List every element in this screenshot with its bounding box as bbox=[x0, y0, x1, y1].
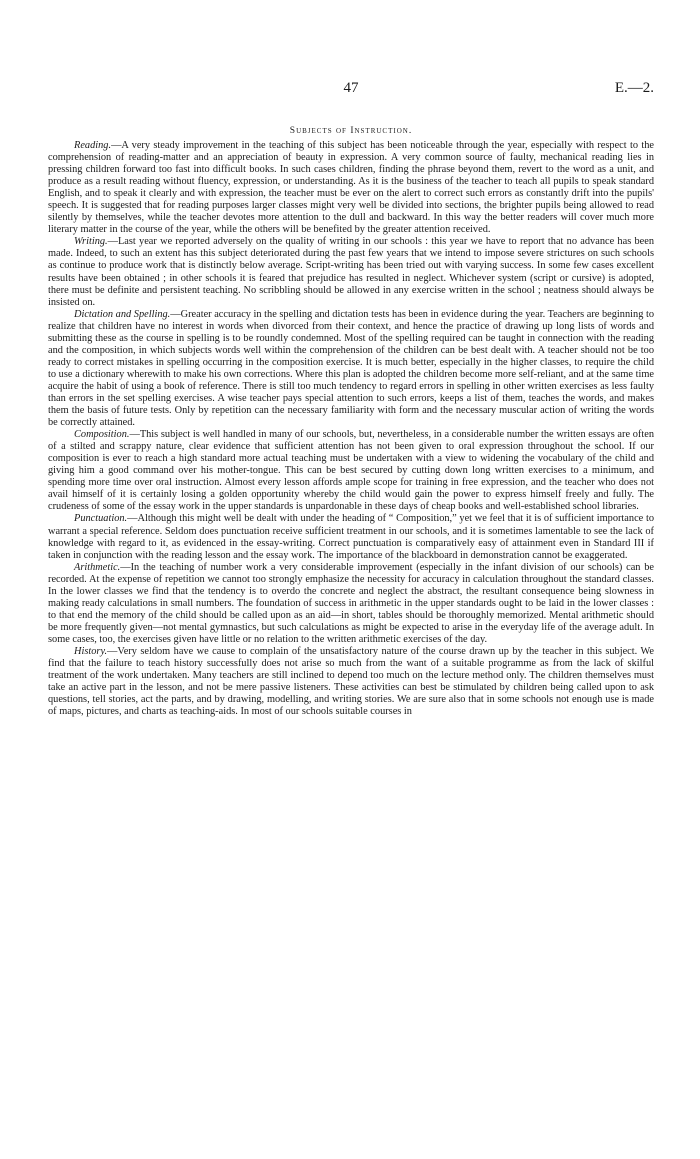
paragraph-writing bbox=[48, 236, 654, 308]
page-header bbox=[48, 80, 654, 102]
paragraph-heading: Punctuation. bbox=[74, 513, 128, 525]
page-number: 47 bbox=[343, 80, 359, 96]
paragraph-heading: Writing. bbox=[74, 236, 108, 248]
paragraph-text: —In the teaching of number work a very considerable improvement (especially in the infant division of our schools) can be recorded. At the expense of repetition we cannot too strongly emphasize the necessity for accuracy in calculation throughout the standard classes. In the lower classes we find that the tendency is to overdo the concrete and neglect the abstract, the resultant consequence being slowness in making ready calculations in small numbers. The foundation of success in arithmetic in the upper standards ought to be laid in the lower classes : to that end the memory of the child should be called upon as an aid—in short, tables should be thoroughly memorized. Mental arithmetic should be more frequently given—not mental gymnastics, but such calculations as might be expected to arise in the everyday life of the average adult. In some cases, too, the exercises given have little or no relation to the written arithmetic exercises of the day. bbox=[48, 561, 654, 645]
paragraph-heading: History. bbox=[74, 645, 108, 657]
paragraph-text: —Last year we reported adversely on the quality of writing in our schools : this year we have to report that no advance has been made. Indeed, to such an extent has this subject deteriorated during the past few years that we intend to impose severe strictures on such schools as continue to produce work that is distinctly below average. Script-writing has been tried out with varying success. In some few cases excellent results have been obtained ; in other schools it is feared that prejudice has resulted in neglect. Whichever system (script or cursive) is adopted, there must be definite and persistent teaching. No scribbling should be allowed in any exercise written in the school ; neatness should always be insisted on. bbox=[48, 236, 654, 308]
paragraph-text: —This subject is well handled in many of our schools, but, nevertheless, in a considerable number the written essays are often of a stilted and scrappy nature, clear evidence that sufficient attention has not been given to oral expression throughout the school. If our composition is ever to reach a high standard more actual teaching must be undertaken with a view to widening the vocabulary of the child and giving him a good command over his mother-tongue. This can be best secured by cutting down long written exercises to a minimum, and spending more time over oral instruction. Almost every lesson affords ample scope for training in free expression, and the teacher who does not avail himself of it is certainly losing a golden opportunity whereby the child would gain the power to express himself freely and fully. The crudeness of some of the essay work in the upper standards is unpardonable in these days of cheap books and well-established school libraries. bbox=[48, 429, 654, 513]
paragraph-heading: Composition. bbox=[74, 429, 130, 441]
paragraph-heading: Arithmetic. bbox=[74, 561, 121, 573]
paragraph-composition bbox=[48, 429, 654, 513]
section-title: Subjects of Instruction. bbox=[289, 126, 413, 136]
paragraph-text: —Greater accuracy in the spelling and dictation tests has been in evidence during the year. Teachers are beginning to realize that children have no interest in words when divorced from their context, and hence the practice of drawing up long lists of words and submitting these as the course in spelling is to be roundly condemned. Most of the spelling required can be taught in connection with the reading and the composition, in which subjects words well within the comprehension of the children can be best dealt with. A teacher should not be too ready to correct mistakes in spelling occurring in the composition exercise. It is much better, especially in the higher classes, to require the child to use a dictionary wherewith to make his own corrections. Where this plan is adopted the children become more self-reliant, and at the same time acquire the habit of using a book of reference. There is still too much tendency to regard errors in spelling in other written exercises as less faulty than errors in the set spelling exercises. A wise teacher pays special attention to such errors, keeps a list of them, teaches the words, and makes them the basis of future tests. Only by repetition can the necessary familiarity with form and the necessary muscular action of writing the words be correctly attained. bbox=[48, 308, 654, 429]
document-reference: E.—2. bbox=[614, 80, 654, 96]
paragraph-punctuation bbox=[48, 513, 654, 561]
paragraph-history bbox=[48, 646, 654, 718]
paragraph-heading: Reading. bbox=[74, 140, 112, 151]
paragraph-reading bbox=[48, 140, 654, 236]
paragraph-arithmetic bbox=[48, 562, 654, 646]
paragraph-dictation-spelling bbox=[48, 309, 654, 429]
body-text bbox=[48, 140, 654, 718]
paragraph-text: —Very seldom have we cause to complain of the unsatisfactory nature of the course drawn up by the teacher in this subject. We find that the failure to teach history successfully does not arise so much from the want of a suitable programme as from the lack of skilful treatment of the work undertaken. Many teachers are still inclined to depend too much on the lecture method only. The children themselves must take an active part in the lesson, and not be mere passive listeners. These activities can best be stimulated by children being called upon to ask questions, tell stories, act the parts, and by drawing, modelling, and writing stories. We are sure also that in some schools not enough use is made of maps, pictures, and charts as teaching-aids. In most of our schools suitable courses in bbox=[48, 645, 654, 718]
paragraph-text: —A very steady improvement in the teaching of this subject has been noticeable through the year, especially with respect to the comprehension of reading-matter and an appreciation of beauty in expression. A very common source of faulty, mechanical reading lies in pressing children forward too fast into difficult books. In such cases children, finding the phrase beyond them, revert to the word as a unit, and produce as a result reading without fluency, expression, or understanding. As it is the business of the teacher to teach all pupils to speak standard English, and to speak it clearly and with expression, the teacher must be ever on the alert to correct such errors as constantly drift into the pupils' speech. It is suggested that for reading purposes larger classes might very well be divided into sections, the brighter pupils being allowed to read silently by themselves, while the teacher devotes more attention to the dull and backward. In this way the better readers will cover much more literary matter in the course of the year, while the others will be benefited by the greater attention received. bbox=[48, 140, 654, 236]
paragraph-text: —Although this might well be dealt with under the heading of “ Composition,” yet we feel that it is of sufficient importance to warrant a special reference. Seldom does punctuation receive sufficient treatment in our schools, and it is sometimes lamentable to see the lack of knowledge with regard to it, as evidenced in the essay-writing. Correct punctuation is comparatively easy of attainment even in Standard III if taken in conjunction with the reading lesson and the essay work. The importance of the blackboard in demonstration cannot be exaggerated. bbox=[48, 513, 654, 561]
paragraph-heading: Dictation and Spelling. bbox=[74, 308, 171, 320]
